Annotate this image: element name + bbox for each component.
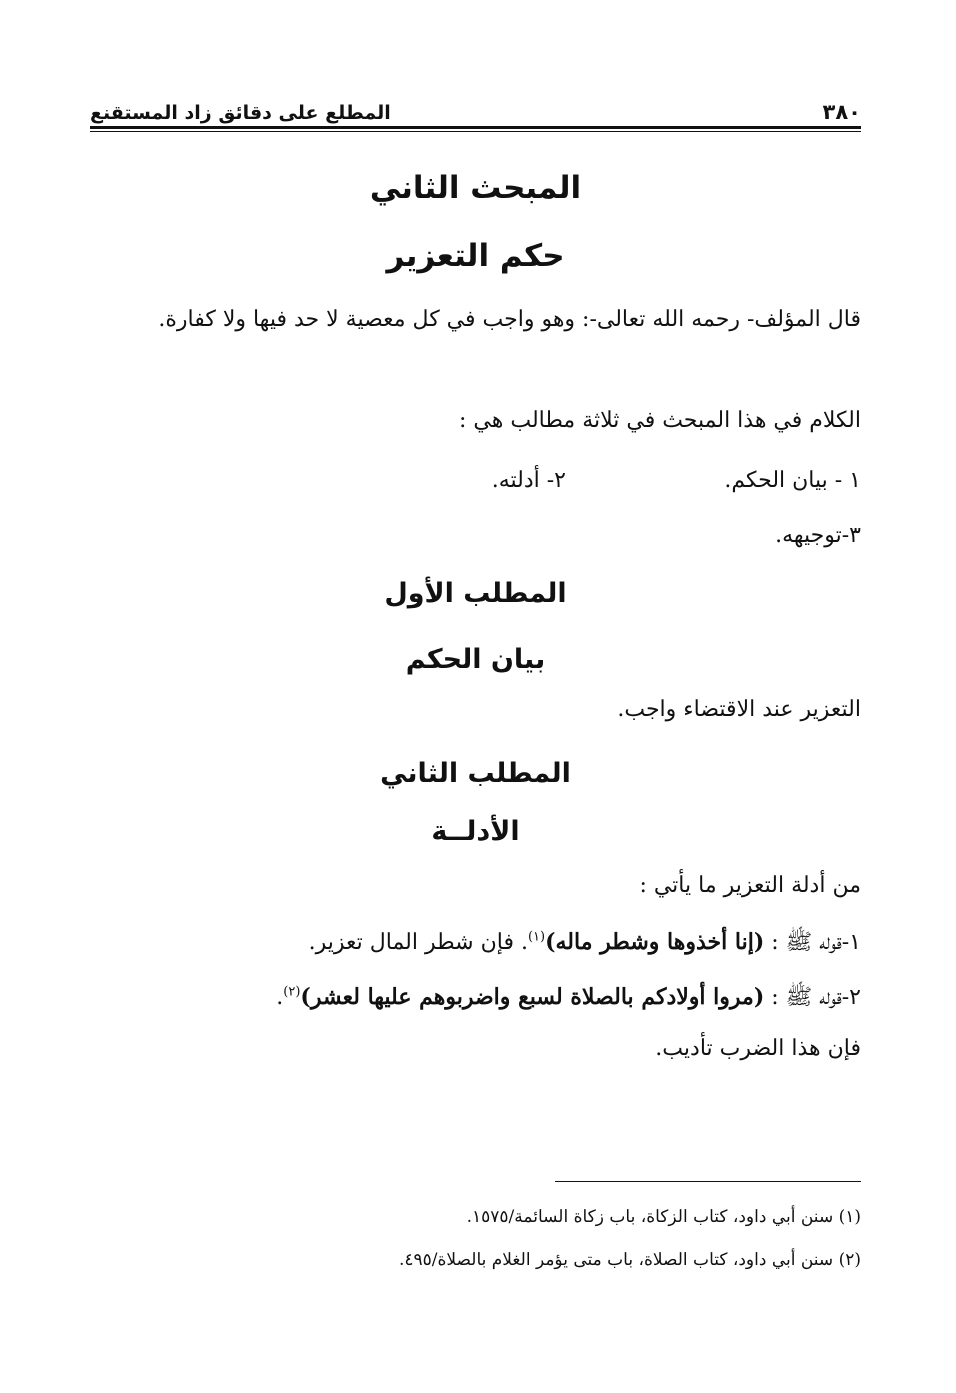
- header-rule-thin: [90, 131, 861, 132]
- matlab2-lead: من أدلة التعزير ما يأتي :: [639, 873, 861, 898]
- outline-item-2: ٢- أدلته.: [491, 468, 566, 493]
- book-title: المطلع على دقائق زاد المستقنع: [90, 102, 391, 124]
- evidence-2-prefix: ٢-قوله ﷺ :: [764, 985, 861, 1010]
- evidence-2-suffix: .: [276, 985, 284, 1010]
- footnote-2: (٢) سنن أبي داود، كتاب الصلاة، باب متى يؤمر الغلام بالصلاة/٤٩٥.: [398, 1250, 861, 1270]
- section-subheading: حكم التعزير: [386, 238, 565, 274]
- evidence-2-hadith: (مروا أولادكم بالصلاة لسبع واضربوهم عليها لعشر): [300, 984, 765, 1010]
- matlab2-heading: المطلب الثاني: [380, 758, 571, 789]
- matlab1-subheading: بيان الحكم: [405, 644, 546, 675]
- running-header: [90, 90, 861, 124]
- footnote-rule: [555, 1181, 861, 1182]
- outline-item-1: ١ - بيان الحكم.: [724, 468, 861, 493]
- outline-lead: الكلام في هذا المبحث في ثلاثة مطالب هي :: [459, 408, 861, 433]
- footnote-ref-2: (٢): [283, 984, 301, 1000]
- evidence-2: [276, 983, 861, 1015]
- intro-paragraph: قال المؤلف- رحمه الله تعالى-: وهو واجب في كل معصية لا حد فيها ولا كفارة.: [158, 307, 861, 332]
- matlab1-text: التعزير عند الاقتضاء واجب.: [617, 697, 861, 722]
- matlab2-subheading: الأدلــة: [431, 816, 520, 847]
- footnote-1: (١) سنن أبي داود، كتاب الزكاة، باب زكاة السائمة/١٥٧٥.: [466, 1207, 861, 1227]
- closing-line: فإن هذا الضرب تأديب.: [655, 1036, 861, 1061]
- outline-item-3: ٣-توجيهه.: [775, 523, 861, 548]
- evidence-1: [309, 928, 861, 960]
- evidence-1-prefix: ١-قوله ﷺ :: [764, 930, 861, 955]
- matlab1-heading: المطلب الأول: [384, 578, 567, 609]
- evidence-1-suffix: . فإن شطر المال تعزير.: [308, 930, 528, 955]
- evidence-1-hadith: (إنا أخذوها وشطر ماله): [545, 929, 765, 955]
- header-rule: [90, 126, 861, 129]
- page-number: ٣٨٠: [822, 100, 861, 124]
- section-heading: المبحث الثاني: [369, 170, 582, 206]
- footnote-ref-1: (١): [527, 929, 546, 945]
- book-page: [90, 0, 861, 1393]
